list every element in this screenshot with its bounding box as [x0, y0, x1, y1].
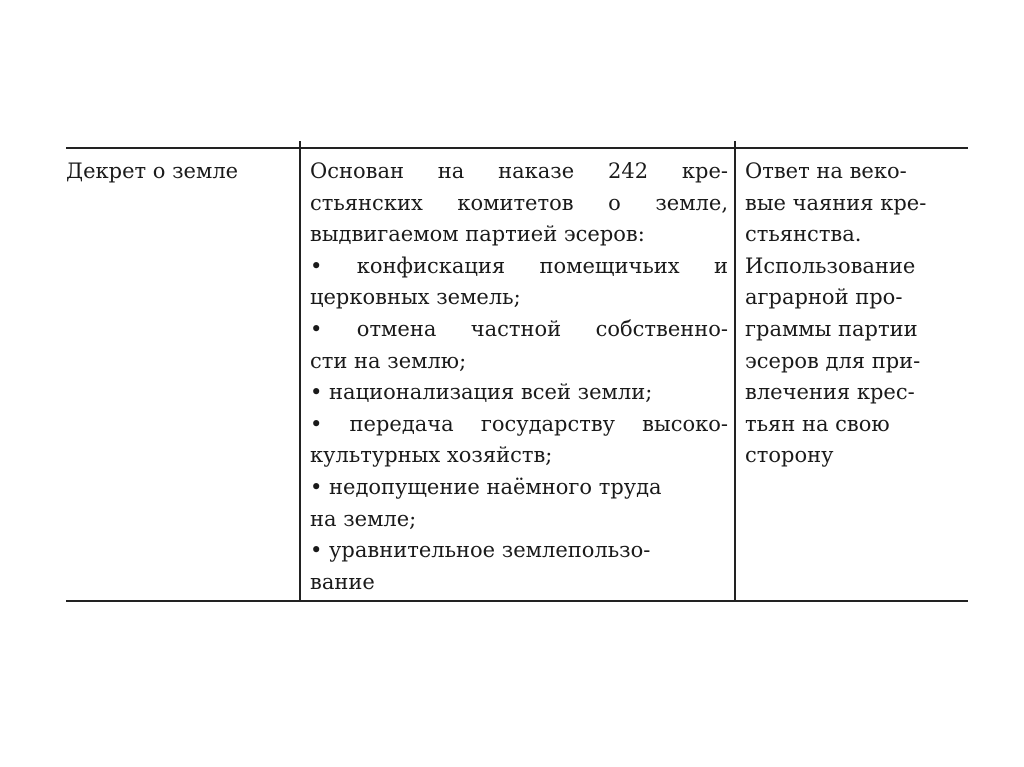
content-line: • передача государству высоко- [310, 411, 728, 436]
column-divider-2 [734, 141, 736, 602]
content-line: • национализация всей земли; [310, 380, 653, 405]
term-cell [66, 156, 288, 188]
content-line: культурных хозяйств; [310, 443, 553, 468]
content-line: стьянских комитетов о земле, [310, 190, 728, 215]
significance-line: граммы партии [745, 316, 918, 341]
content-line: • отмена частной собственно- [310, 316, 728, 341]
content-cell [310, 156, 728, 598]
content-line: на земле; [310, 506, 417, 531]
significance-cell [745, 156, 961, 472]
content-line: вание [310, 569, 375, 594]
term-text: Декрет о земле [66, 159, 239, 183]
table-top-rule [66, 147, 968, 149]
content-line: • недопущение наёмного труда [310, 474, 662, 499]
content-line: Основан на наказе 242 кре- [310, 159, 728, 183]
content-line: • уравнительное землепользо- [310, 538, 651, 563]
content-line: • конфискация помещичьих и [310, 253, 728, 278]
table-bottom-rule [66, 600, 968, 602]
content-line: выдвигаемом партией эсеров: [310, 222, 645, 247]
significance-line: тьян на свою [745, 411, 890, 436]
significance-line: влечения крес- [745, 380, 915, 405]
significance-line: сторону [745, 443, 834, 468]
decree-table [66, 141, 968, 603]
content-line: сти на землю; [310, 348, 467, 373]
significance-line: вые чаяния кре- [745, 190, 927, 215]
significance-line: аграрной про- [745, 285, 903, 310]
significance-line: эсеров для при- [745, 348, 921, 373]
significance-line: стьянства. [745, 222, 862, 247]
significance-line: Использование [745, 253, 916, 278]
content-line: церковных земель; [310, 285, 521, 310]
significance-line: Ответ на веко- [745, 159, 907, 183]
column-divider-1 [299, 141, 301, 602]
